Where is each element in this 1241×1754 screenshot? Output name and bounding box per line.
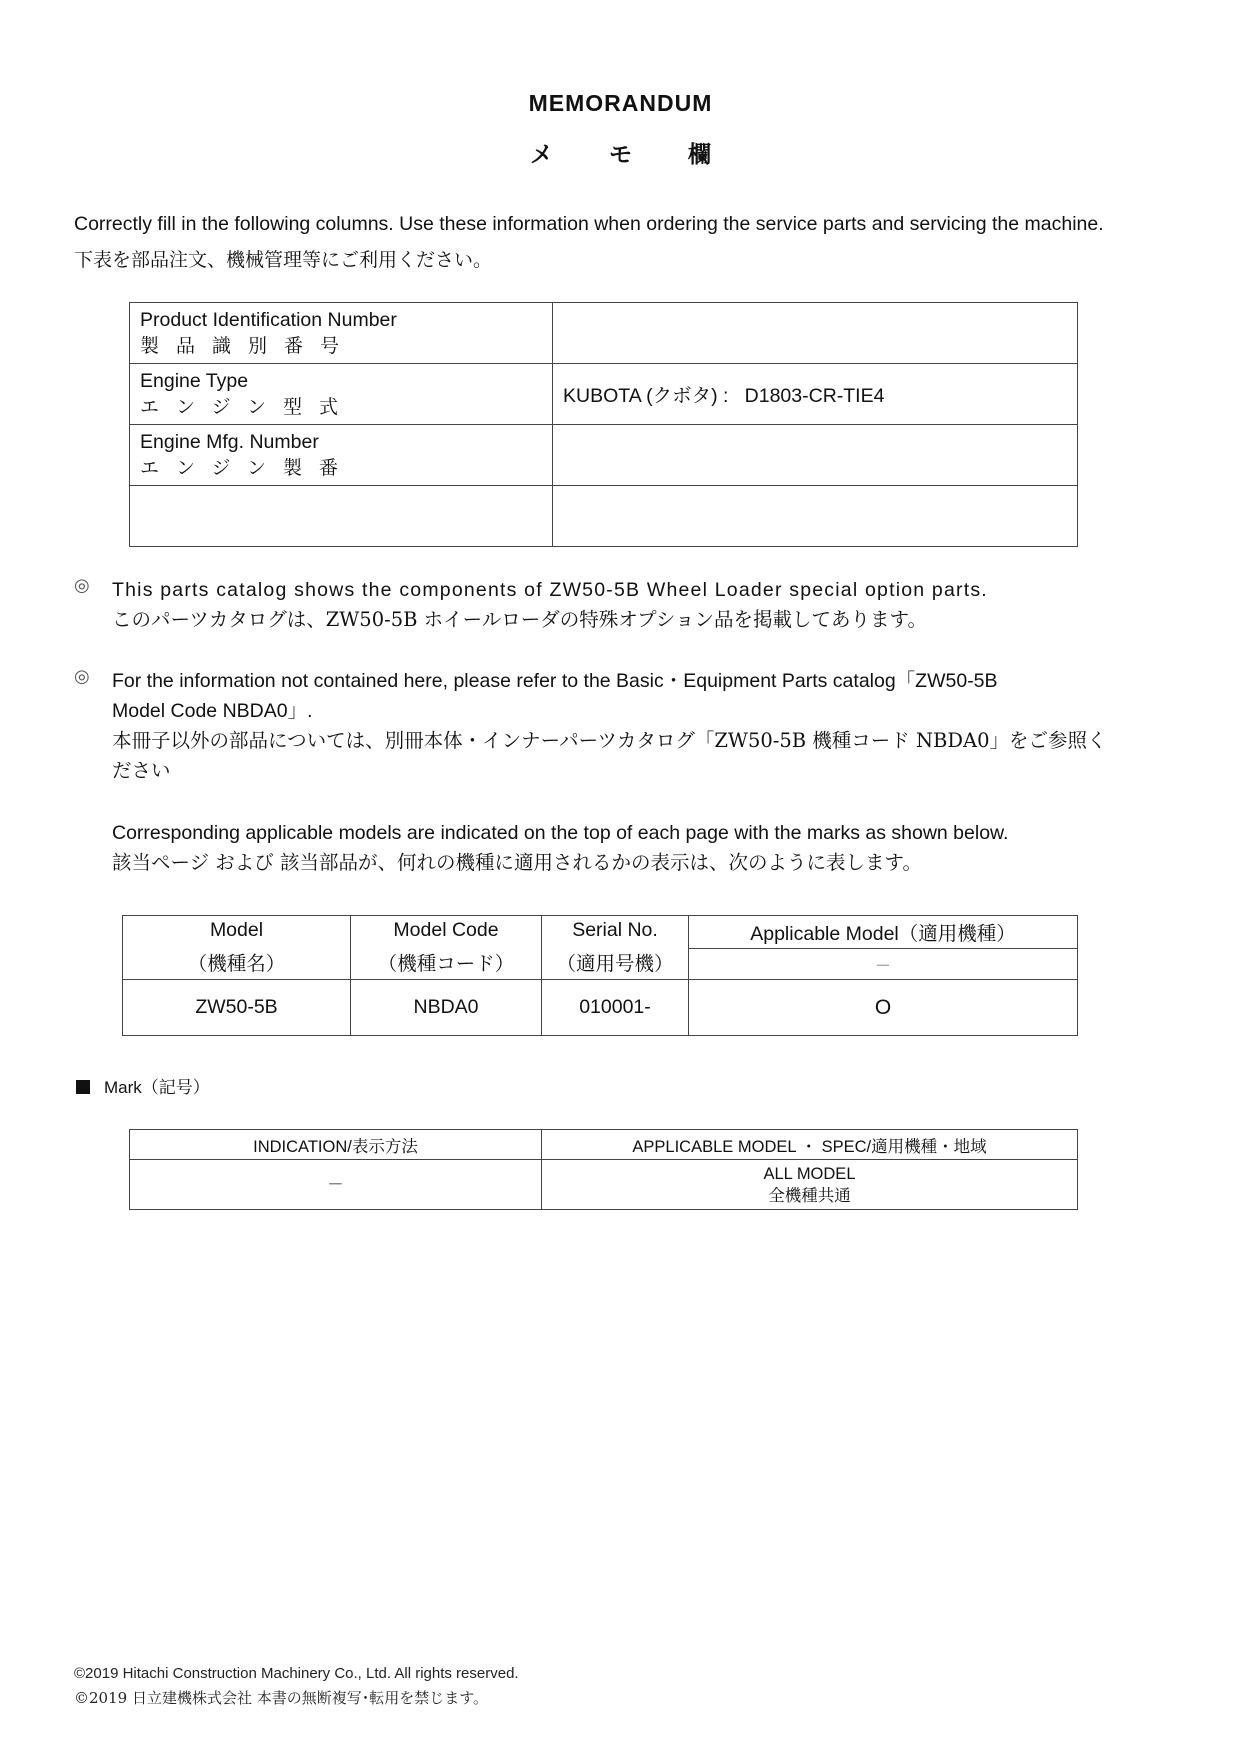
double-circle-icon: ◎ [74, 575, 90, 595]
intro-text: Correctly fill in the following columns. Use these information when ordering the service parts and servicing the machine. [74, 213, 1104, 235]
cell-model: ZW50-5B [123, 980, 351, 1036]
cell-applicable: O [689, 980, 1078, 1036]
table-row [130, 1160, 1078, 1210]
engine-mfg-field[interactable] [553, 425, 1078, 486]
mark-table [129, 1129, 1078, 1210]
intro-text-jp: 下表を部品注文、機械管理等にご利用ください。 [74, 249, 493, 271]
copyright-en: ©2019 Hitachi Construction Machinery Co., Ltd. All rights reserved. [74, 1665, 519, 1682]
header-applicable: Applicable Model（適用機種） [689, 916, 1078, 949]
note-applicable-models: Corresponding applicable models are indicated on the top of each page with the marks as shown below. 該当ページ および 該当部品が、何れの機種に適用されるかの表示は、次のように表します。 [112, 822, 1009, 874]
double-circle-icon: ◎ [74, 666, 90, 686]
header-model-code: Model Code （機種コード） [351, 916, 542, 980]
table-row [123, 980, 1078, 1036]
table-row [130, 364, 1078, 425]
cell-model-code: NBDA0 [351, 980, 542, 1036]
table-header-row [123, 916, 1078, 949]
label-cell: Engine Type エンジン型式 [130, 364, 553, 425]
cell-indication: － [130, 1160, 542, 1210]
cell-serial: 010001- [542, 980, 689, 1036]
label-cell: Product Identification Number 製品識別番号 [130, 303, 553, 364]
product-id-field[interactable] [553, 303, 1078, 364]
header-model: Model （機種名） [123, 916, 351, 980]
engine-type-value: KUBOTA (クボタ) : D1803-CR-TIE4 [553, 364, 1078, 425]
label-cell: Engine Mfg. Number エンジン製番 [130, 425, 553, 486]
header-serial: Serial No. （適用号機） [542, 916, 689, 980]
copyright-jp: ©2019 日立建機株式会社 本書の無断複写･転用を禁じます。 [74, 1689, 489, 1707]
page-title-jp: メ モ 欄 [530, 141, 711, 167]
model-table [122, 915, 1078, 1036]
blank-value-field[interactable] [553, 486, 1078, 547]
header-indication: INDICATION/表示方法 [130, 1130, 542, 1160]
mark-section-title: Mark（記号） [76, 1073, 210, 1098]
page-title: MEMORANDUM [528, 90, 713, 116]
note-parts-catalog: ◎ This parts catalog shows the components of ZW50-5B Wheel Loader special option parts. このパーツカタログは、ZW50-5B ホイールローダの特殊オプション品を掲載してあります。 [74, 575, 988, 631]
square-bullet-icon [76, 1080, 90, 1094]
table-row [130, 425, 1078, 486]
blank-label-cell[interactable] [130, 486, 553, 547]
identification-table [129, 302, 1078, 547]
cell-applicable-spec: ALL MODEL 全機種共通 [542, 1160, 1078, 1210]
note-basic-catalog: ◎ For the information not contained here, please refer to the Basic・Equipment Parts catalog「ZW50-5B Model Code NBDA0」. 本冊子以外の部品については、別冊本体・インナーパーツカタログ「ZW50-5B 機種コード NBDA0」をご参照く ださい [74, 666, 1107, 782]
header-applicable-sub: － [689, 949, 1078, 980]
table-row [130, 486, 1078, 547]
table-row [130, 303, 1078, 364]
table-header-row [130, 1130, 1078, 1160]
header-applicable-spec: APPLICABLE MODEL ・ SPEC/適用機種・地域 [542, 1130, 1078, 1160]
